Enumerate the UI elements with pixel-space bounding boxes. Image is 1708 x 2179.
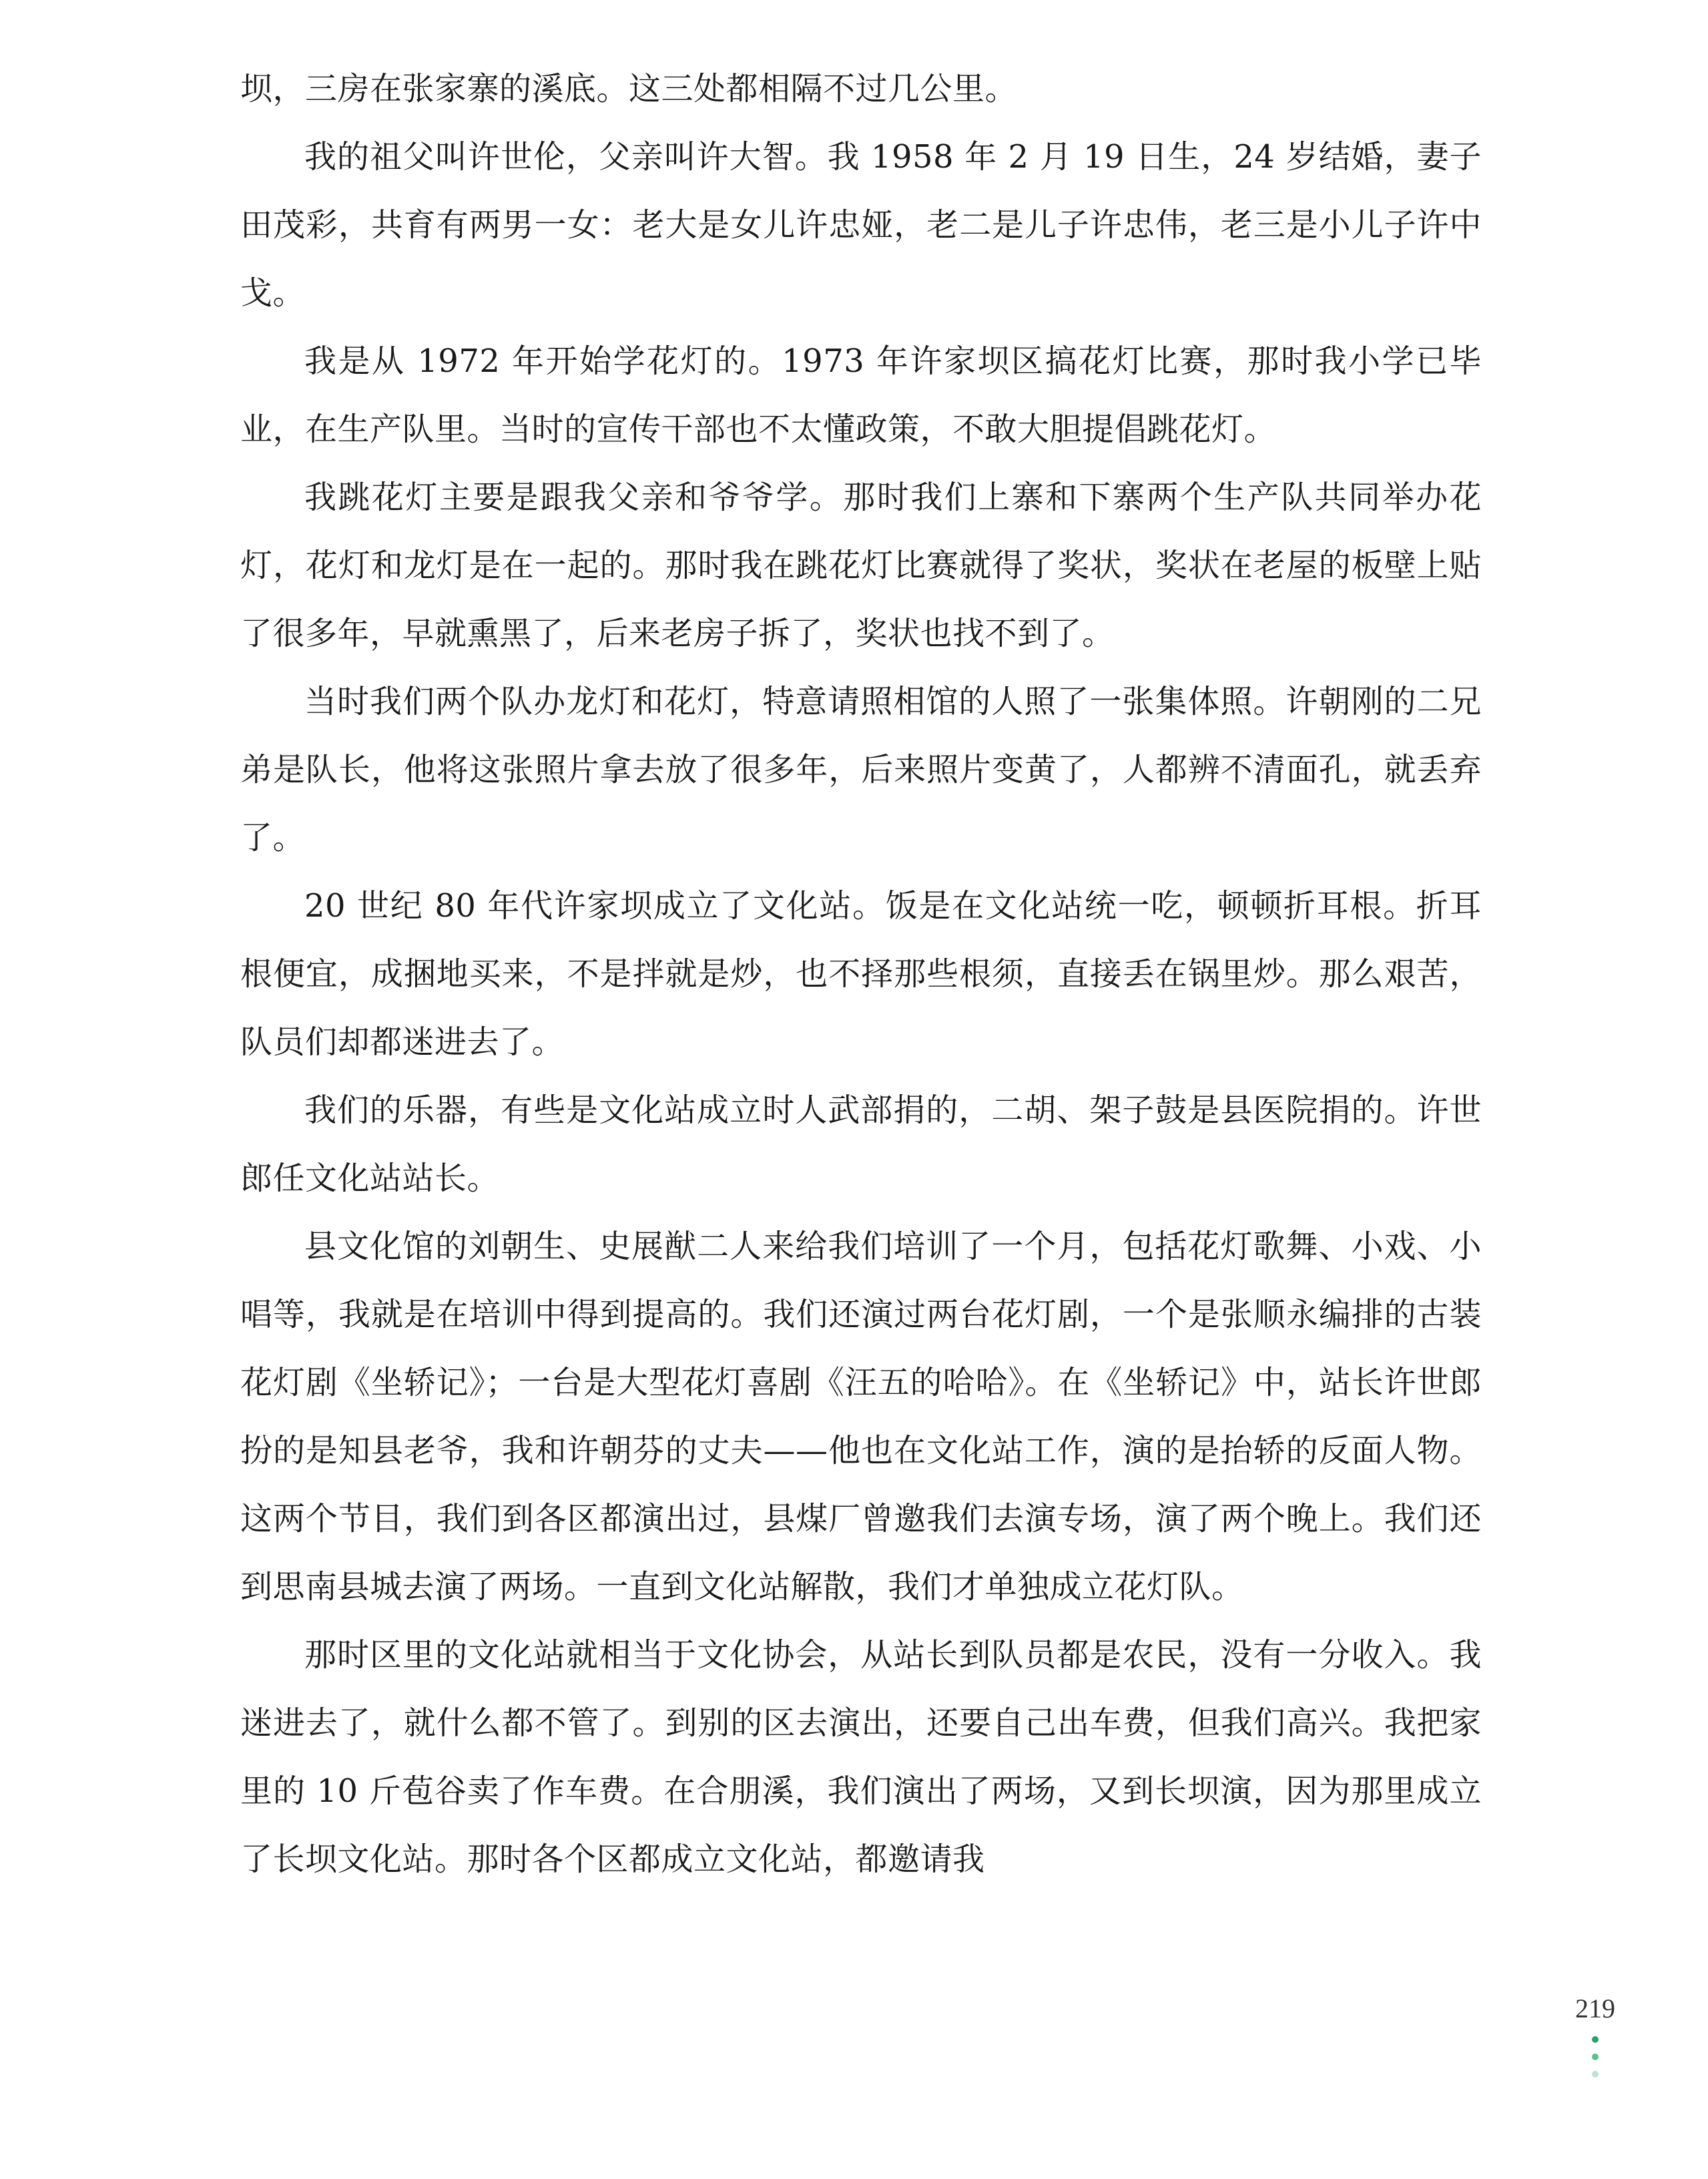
paragraph: 我跳花灯主要是跟我父亲和爷爷学。那时我们上寨和下寨两个生产队共同举办花灯，花灯和龙灯是在一起的。那时我在跳花灯比赛就得了奖状，奖状在老屋的板壁上贴了很多年，早就熏黑了，后来老房子拆了，奖状也找不到了。 [240,479,1482,652]
paragraph: 我是从 1972 年开始学花灯的。1973 年许家坝区搞花灯比赛，那时我小学已毕业，在生产队里。当时的宣传干部也不太懂政策，不敢大胆提倡跳花灯。 [240,342,1482,448]
paragraph: 我们的乐器，有些是文化站成立时人武部捐的，二胡、架子鼓是县医院捐的。许世郎任文化站站长。 [240,1092,1482,1197]
paragraph: 县文化馆的刘朝生、史展猷二人来给我们培训了一个月，包括花灯歌舞、小戏、小唱等，我就是在培训中得到提高的。我们还演过两台花灯剧，一个是张顺永编排的古装花灯剧《坐轿记》；一台是大型花灯喜剧《汪五的哈哈》。在《坐轿记》中，站长许世郎扮的是知县老爷，我和许朝芬的丈夫——他也在文化站工作，演的是抬轿的反面人物。这两个节目，我们到各区都演出过，县煤厂曾邀我们去演专场，演了两个晚上。我们还到思南县城去演了两场。一直到文化站解散，我们才单独成立花灯队。 [240,1228,1482,1606]
page-decoration-dots [1591,2036,1599,2096]
paragraph: 我的祖父叫许世伦，父亲叫许大智。我 1958 年 2 月 19 日生，24 岁结婚，妻子田茂彩，共育有两男一女：老大是女儿许忠娅，老二是儿子许忠伟，老三是小儿子许中戈。 [240,138,1482,312]
decoration-dot [1592,2036,1599,2043]
decoration-dot [1592,2053,1599,2060]
paragraph: 那时区里的文化站就相当于文化协会，从站长到队员都是农民，没有一分收入。我迷进去了，就什么都不管了。到别的区去演出，还要自己出车费，但我们高兴。我把家里的 10 斤苞谷卖了作车费。在合朋溪，我们演出了两场，又到长坝演，因为那里成立了长坝文化站。那时各个区都成立文化站，都邀请我 [240,1636,1482,1878]
page-number: 219 [1575,1993,1615,2023]
paragraph: 坝，三房在张家寨的溪底。这三处都相隔不过几公里。 [240,70,1018,107]
decoration-dot [1592,2071,1599,2078]
paragraph: 20 世纪 80 年代许家坝成立了文化站。饭是在文化站统一吃，顿顿折耳根。折耳根便宜，成捆地买来，不是拌就是炒，也不择那些根须，直接丢在锅里炒。那么艰苦，队员们却都迷进去了。 [240,887,1482,1061]
page-body-text [240,55,1482,1893]
paragraph: 当时我们两个队办龙灯和花灯，特意请照相馆的人照了一张集体照。许朝刚的二兄弟是队长，他将这张照片拿去放了很多年，后来照片变黄了，人都辨不清面孔，就丢弃了。 [240,683,1482,857]
